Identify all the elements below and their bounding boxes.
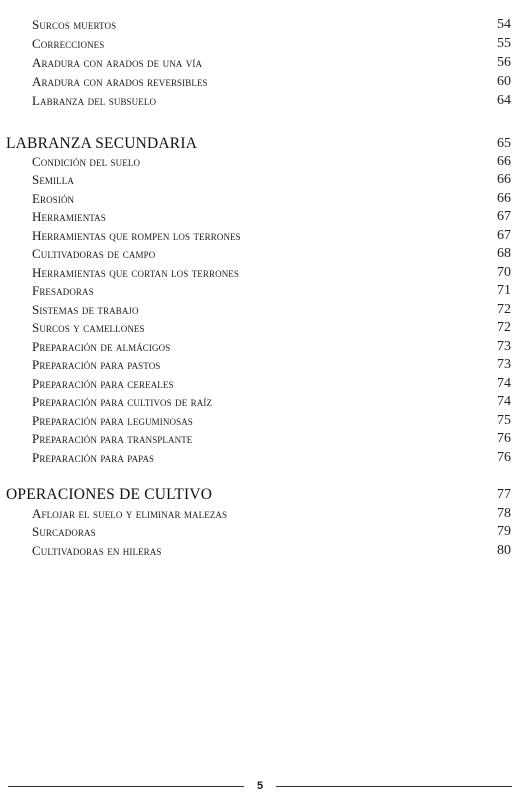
toc-entry (0, 208, 520, 226)
toc-entry (0, 449, 520, 467)
toc-entry-page: 74 (497, 394, 511, 409)
toc-entry-label: Erosión (32, 191, 75, 206)
toc-entry-page: 76 (497, 431, 511, 446)
toc-entry (0, 153, 520, 171)
toc-entry-label: Fresadoras (32, 283, 94, 298)
toc-entry-page: 66 (497, 154, 511, 169)
toc-entry-label: Herramientas que cortan los terrones (32, 265, 240, 280)
toc-entry-page: 74 (497, 376, 511, 391)
toc-entry-page: 66 (497, 172, 511, 187)
toc-entry (0, 171, 520, 189)
toc-entry-label: Labranza del subsuelo (32, 93, 157, 108)
toc-entry-page: 71 (497, 283, 511, 298)
toc-entry-page: 80 (497, 543, 511, 558)
toc-entry-page: 68 (497, 246, 511, 261)
toc-entry-page: 75 (497, 413, 511, 428)
section-title: OPERACIONES DE CULTIVO (6, 486, 213, 503)
toc-entry (0, 73, 520, 91)
toc-entry-page: 54 (497, 17, 511, 32)
toc-entry (0, 523, 520, 541)
page-footer (0, 778, 520, 794)
toc-entry (0, 190, 520, 208)
toc-entry-label: Herramientas (32, 209, 106, 224)
section-page: 65 (497, 136, 511, 151)
toc-entry-page: 67 (497, 228, 511, 243)
toc-entry-page: 56 (497, 55, 511, 70)
toc-entry-page: 73 (497, 339, 511, 354)
toc-entry (0, 92, 520, 110)
toc-section-heading (0, 486, 520, 504)
footer-rule-right (276, 786, 512, 787)
toc-entry-page: 64 (497, 93, 511, 108)
toc-entry (0, 245, 520, 263)
page-number: 5 (256, 780, 264, 792)
toc-entry (0, 282, 520, 300)
toc-entry (0, 16, 520, 34)
toc-entry (0, 227, 520, 245)
toc-entry-label: Surcos y camellones (32, 320, 145, 335)
toc-entry-page: 60 (497, 74, 511, 89)
toc-entry-label: Aradura con arados de una vía (32, 55, 203, 70)
toc-entry-label: Condición del suelo (32, 154, 141, 169)
section-page: 77 (497, 487, 511, 502)
toc-entry-page: 79 (497, 524, 511, 539)
toc-entry-page: 55 (497, 36, 511, 51)
toc-entry-label: Surcadoras (32, 524, 96, 539)
toc-entry-page: 70 (497, 265, 511, 280)
toc-entry (0, 356, 520, 374)
toc-entry (0, 430, 520, 448)
toc-entry-label: Sistemas de trabajo (32, 302, 139, 317)
toc-entry (0, 505, 520, 523)
toc-entry-label: Herramientas que rompen los terrones (32, 228, 241, 243)
section-title: LABRANZA SECUNDARIA (6, 135, 198, 152)
toc-section-heading (0, 135, 520, 153)
toc-entry-label: Semilla (32, 172, 74, 187)
toc-entry-label: Preparación para cultivos de raíz (32, 394, 213, 409)
toc-entry-page: 67 (497, 209, 511, 224)
toc-entry-page: 78 (497, 506, 511, 521)
toc-entry (0, 338, 520, 356)
toc-entry-label: Aradura con arados reversibles (32, 74, 208, 89)
toc-entry (0, 393, 520, 411)
toc-entry-page: 66 (497, 191, 511, 206)
toc-entry (0, 54, 520, 72)
toc-entry-page: 72 (497, 320, 511, 335)
toc-entry (0, 264, 520, 282)
footer-rule-left (8, 786, 244, 787)
toc-entry-page: 73 (497, 357, 511, 372)
toc-entry (0, 35, 520, 53)
toc-entry-label: Correcciones (32, 36, 105, 51)
toc-entry-label: Cultivadoras de campo (32, 246, 156, 261)
toc-entry-label: Preparación para leguminosas (32, 413, 193, 428)
toc-entry-label: Aflojar el suelo y eliminar malezas (32, 506, 228, 521)
toc-entry-label: Preparación para transplante (32, 431, 193, 446)
toc-entry-label: Preparación para pastos (32, 357, 161, 372)
toc-entry (0, 301, 520, 319)
toc-entry-page: 72 (497, 302, 511, 317)
toc-entry-label: Preparación de almácigos (32, 339, 171, 354)
toc-entry (0, 412, 520, 430)
toc-entry (0, 375, 520, 393)
toc-entry-label: Preparación para papas (32, 450, 155, 465)
toc-entry-page: 76 (497, 450, 511, 465)
toc-entry-label: Surcos muertos (32, 17, 117, 32)
toc-entry (0, 319, 520, 337)
toc-entry-label: Cultivadoras en hileras (32, 543, 162, 558)
toc-entry-label: Preparación para cereales (32, 376, 174, 391)
toc-entry (0, 542, 520, 560)
